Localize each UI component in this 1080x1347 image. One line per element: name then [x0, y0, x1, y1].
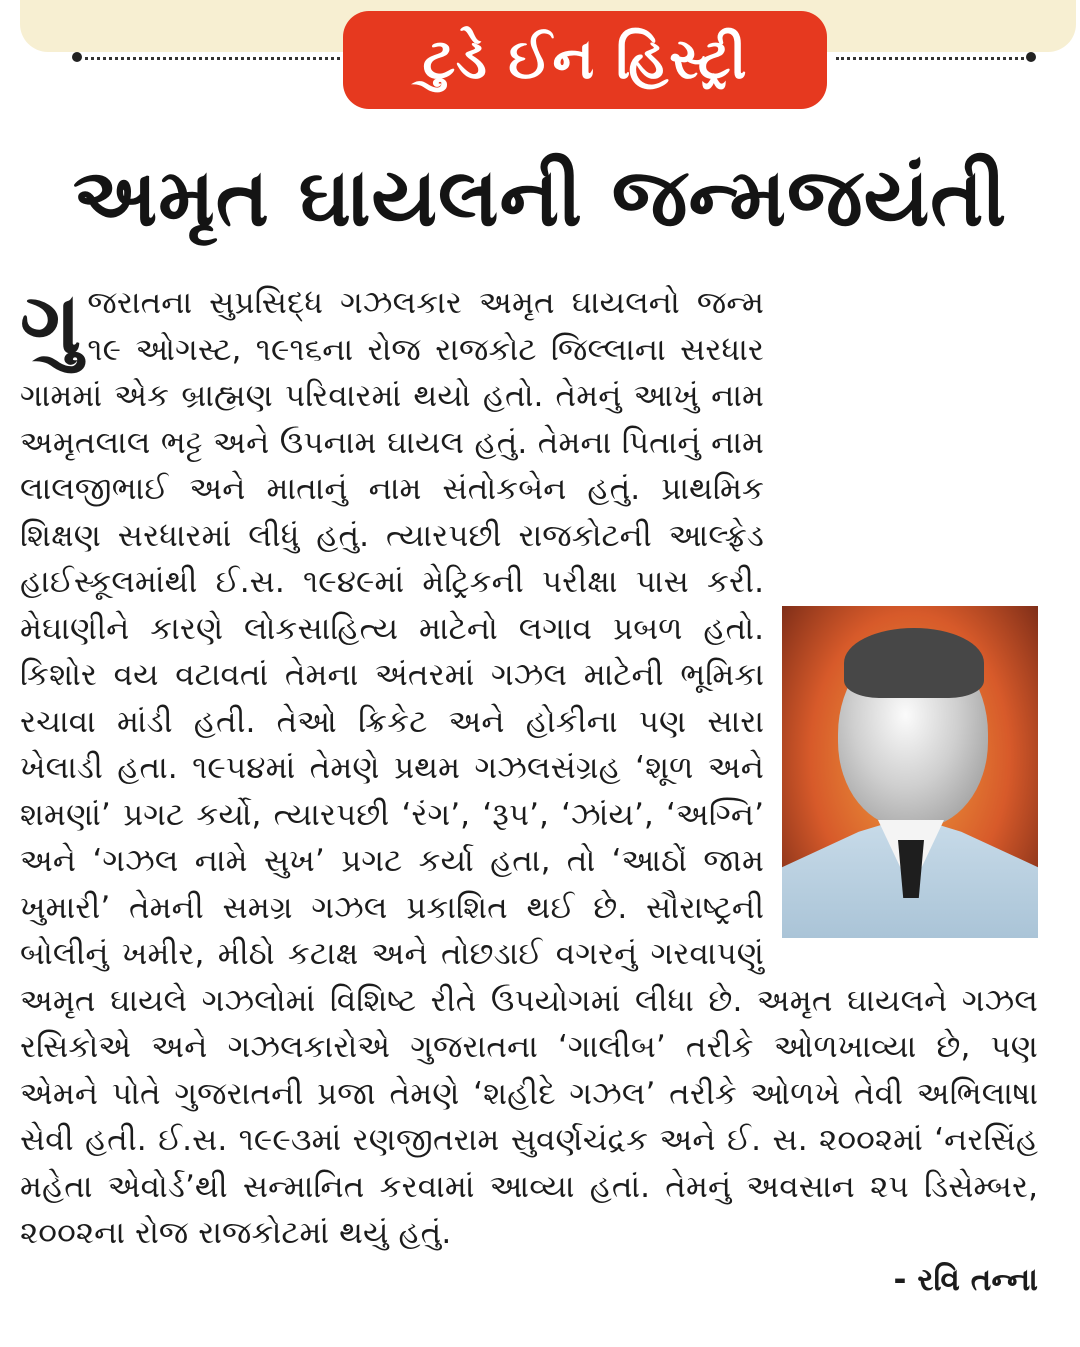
headline: અમૃત ઘાયલની જન્મજયંતી	[72, 151, 1008, 244]
byline: - રવિ તન્ના	[893, 1261, 1038, 1298]
rule-dot-right	[1026, 52, 1036, 62]
article-paragraph: જરાતના સુપ્રસિદ્ધ ગઝલકાર અમૃત ઘાયલનો જન્મ ૧૯ ઓગસ્ટ, ૧૯૧૬ના રોજ રાજકોટ જિલ્લાના સરધાર ગામમાં એક બ્રાહ્મણ પરિવારમાં થયો હતો. તેમનું આખું નામ અમૃતલાલ ભટ્ટ અને ઉપનામ ઘાયલ હતું. તેમના પિતાનું નામ લાલજીભાઈ અને માતાનું નામ સંતોકબેન હતું. પ્રાથમિક શિક્ષણ સરધારમાં લીધું હતું. ત્યારપછી રાજકોટની આલ્ફ્રેડ હાઈસ્કૂલમાંથી ઈ.સ. ૧૯૪૯માં મેટ્રિકની પરીક્ષા પાસ કરી. મેઘાણીને કારણે લોકસાહિત્ય માટેનો લગાવ પ્રબળ હતો. કિશોર વય વટાવતાં તેમના અંતરમાં ગઝલ માટેની ભૂમિકા રચાવા માંડી હતી. તેઓ ક્રિકેટ અને હોકીના પણ સારા ખેલાડી હતા. ૧૯૫૪માં તેમણે પ્રથમ ગઝલસંગ્રહ ‘શૂળ અને શમણાં’ પ્રગટ કર્યો, ત્યારપછી ‘રંગ’, ‘રૂપ’, ‘ઝાંય’, ‘અગ્નિ’ અને ‘ગઝલ નામે સુખ’ પ્રગટ કર્યા હતા, તો ‘આઠોં જામ ખુમારી’ તેમની સમગ્ર ગઝલ પ્રકાશિત થઈ છે. સૌરાષ્ટ્રની બોલીનું ખમીર, મીઠો કટાક્ષ અને તોછડાઈ વગરનું ગરવાપણું અમૃત ઘાયલે ગઝલોમાં વિશિષ્ટ રીતે ઉપયોગમાં લીધા છે. અમૃત ઘાયલને ગઝલ રસિકોએ અને ગઝલકારોએ ગુજરાતના ‘ગાલીબ’ તરીકે ઓળખાવ્યા છે, પણ એમને પોતે ગુજરાતની પ્રજા તેમણે ‘શહીદે ગઝલ’ તરીકે ઓળખે તેવી અભિલાષા સેવી હતી. ઈ.સ. ૧૯૯૩માં રણજીતરામ સુવર્ણચંદ્રક અને ઈ. સ. ૨૦૦૨માં ‘નરસિંહ મહેતા એવોર્ડ’થી સન્માનિત કરવામાં આવ્યા હતાં. તેમનું અવસાન ૨૫ ડિસેમ્બર, ૨૦૦૨ના રોજ રાજકોટમાં થયું હતું.	[20, 285, 1038, 1251]
rule-dot-left	[72, 52, 82, 62]
portrait-photo	[782, 606, 1038, 938]
article-body	[20, 274, 1038, 1330]
section-banner: ટુડે ઈન હિસ્ટ્રી	[343, 11, 827, 109]
drop-cap: ગુ	[20, 274, 82, 372]
banner-rule-left	[78, 57, 340, 60]
portrait-hair	[844, 628, 984, 698]
banner-rule-right	[836, 57, 1030, 60]
